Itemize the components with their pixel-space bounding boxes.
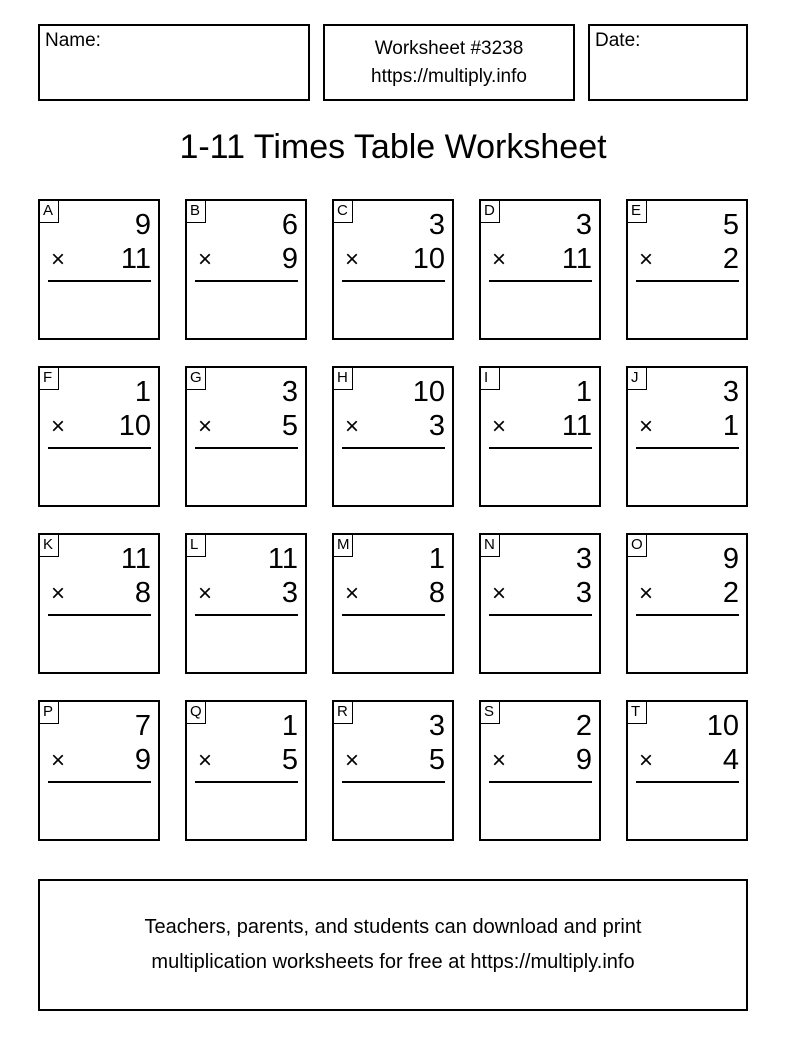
multiply-sign: × bbox=[198, 580, 213, 607]
footer-line-1: Teachers, parents, and students can download and print bbox=[144, 916, 642, 938]
name-field-box bbox=[38, 24, 310, 101]
multiplicand: 10 bbox=[412, 376, 445, 408]
problem-letter: M bbox=[333, 534, 353, 557]
multiplier: 2 bbox=[722, 243, 739, 275]
multiplicand: 7 bbox=[134, 710, 151, 742]
problem-letter: J bbox=[627, 367, 647, 390]
multiplicand: 11 bbox=[267, 543, 298, 575]
problem-letter: A bbox=[39, 200, 59, 223]
problem-card bbox=[479, 700, 601, 841]
multiply-sign: × bbox=[198, 413, 213, 440]
multiply-sign: × bbox=[639, 413, 654, 440]
problem-letter: R bbox=[333, 701, 353, 724]
problem-card bbox=[185, 533, 307, 674]
multiplier: 1 bbox=[722, 410, 739, 442]
multiplier: 2 bbox=[722, 577, 739, 609]
answer-line bbox=[489, 614, 592, 616]
problem-card bbox=[38, 199, 160, 340]
problem-card bbox=[479, 366, 601, 507]
multiplier: 3 bbox=[428, 410, 445, 442]
multiplier: 10 bbox=[412, 243, 445, 275]
multiplier: 10 bbox=[118, 410, 151, 442]
problem-card bbox=[479, 199, 601, 340]
problem-letter: E bbox=[627, 200, 647, 223]
answer-line bbox=[342, 280, 445, 282]
multiply-sign: × bbox=[492, 580, 507, 607]
multiplicand: 3 bbox=[575, 543, 592, 575]
multiply-sign: × bbox=[345, 413, 360, 440]
multiplicand: 5 bbox=[722, 209, 739, 241]
multiplicand: 1 bbox=[428, 543, 445, 575]
worksheet-info-box bbox=[323, 24, 575, 101]
multiplicand: 3 bbox=[428, 209, 445, 241]
problem-letter: Q bbox=[186, 701, 206, 724]
problem-card bbox=[185, 199, 307, 340]
multiplicand: 1 bbox=[575, 376, 592, 408]
problem-letter: T bbox=[627, 701, 647, 724]
multiplier: 5 bbox=[428, 744, 445, 776]
problem-letter: S bbox=[480, 701, 500, 724]
answer-line bbox=[342, 781, 445, 783]
multiplier: 8 bbox=[428, 577, 445, 609]
problem-letter: N bbox=[480, 534, 500, 557]
multiplicand: 10 bbox=[706, 710, 739, 742]
multiply-sign: × bbox=[492, 246, 507, 273]
answer-line bbox=[195, 280, 298, 282]
answer-line bbox=[489, 781, 592, 783]
problem-letter: D bbox=[480, 200, 500, 223]
multiply-sign: × bbox=[198, 747, 213, 774]
problem-letter: P bbox=[39, 701, 59, 724]
problem-card bbox=[38, 366, 160, 507]
problem-letter: G bbox=[186, 367, 206, 390]
multiply-sign: × bbox=[198, 246, 213, 273]
footer-line-2: multiplication worksheets for free at https://multiply.info bbox=[151, 951, 635, 973]
answer-line bbox=[342, 447, 445, 449]
problem-letter: C bbox=[333, 200, 353, 223]
problem-letter: O bbox=[627, 534, 647, 557]
multiply-sign: × bbox=[51, 747, 66, 774]
problem-card bbox=[332, 366, 454, 507]
problem-card bbox=[626, 533, 748, 674]
problem-letter: L bbox=[186, 534, 206, 557]
problem-card bbox=[626, 700, 748, 841]
multiply-sign: × bbox=[345, 246, 360, 273]
problem-card bbox=[185, 700, 307, 841]
date-field-box bbox=[588, 24, 748, 101]
problem-card bbox=[38, 700, 160, 841]
answer-line bbox=[636, 781, 739, 783]
multiplier: 4 bbox=[722, 744, 739, 776]
problem-card bbox=[479, 533, 601, 674]
date-label: Date: bbox=[595, 30, 641, 51]
answer-line bbox=[342, 614, 445, 616]
page-title: 1-11 Times Table Worksheet bbox=[179, 128, 607, 166]
problem-letter: I bbox=[480, 367, 500, 390]
multiplicand: 3 bbox=[281, 376, 298, 408]
multiplier: 3 bbox=[575, 577, 592, 609]
problem-card bbox=[38, 533, 160, 674]
multiplier: 11 bbox=[120, 243, 151, 275]
multiplicand: 3 bbox=[722, 376, 739, 408]
multiply-sign: × bbox=[51, 246, 66, 273]
multiplier: 11 bbox=[561, 410, 592, 442]
multiplicand: 6 bbox=[281, 209, 298, 241]
answer-line bbox=[195, 614, 298, 616]
footer-box bbox=[38, 879, 748, 1011]
multiplicand: 9 bbox=[134, 209, 151, 241]
multiply-sign: × bbox=[51, 413, 66, 440]
answer-line bbox=[636, 614, 739, 616]
worksheet-number: Worksheet #3238 bbox=[374, 38, 524, 59]
multiplier: 9 bbox=[134, 744, 151, 776]
answer-line bbox=[195, 781, 298, 783]
answer-line bbox=[48, 447, 151, 449]
multiplicand: 11 bbox=[120, 543, 151, 575]
problem-letter: F bbox=[39, 367, 59, 390]
multiply-sign: × bbox=[639, 246, 654, 273]
multiplier: 11 bbox=[561, 243, 592, 275]
multiply-sign: × bbox=[639, 580, 654, 607]
answer-line bbox=[636, 280, 739, 282]
problem-card bbox=[626, 199, 748, 340]
multiplier: 3 bbox=[281, 577, 298, 609]
multiply-sign: × bbox=[492, 413, 507, 440]
problem-card bbox=[332, 533, 454, 674]
worksheet-url: https://multiply.info bbox=[371, 66, 527, 87]
answer-line bbox=[48, 280, 151, 282]
answer-line bbox=[48, 614, 151, 616]
problem-card bbox=[332, 199, 454, 340]
answer-line bbox=[48, 781, 151, 783]
multiplicand: 3 bbox=[428, 710, 445, 742]
answer-line bbox=[489, 447, 592, 449]
answer-line bbox=[489, 280, 592, 282]
multiplier: 9 bbox=[575, 744, 592, 776]
multiplicand: 1 bbox=[281, 710, 298, 742]
multiply-sign: × bbox=[345, 580, 360, 607]
problem-letter: B bbox=[186, 200, 206, 223]
answer-line bbox=[195, 447, 298, 449]
multiply-sign: × bbox=[639, 747, 654, 774]
name-label: Name: bbox=[45, 30, 101, 51]
problem-card bbox=[626, 366, 748, 507]
multiplier: 5 bbox=[281, 744, 298, 776]
multiplicand: 3 bbox=[575, 209, 592, 241]
multiplier: 8 bbox=[134, 577, 151, 609]
multiplicand: 1 bbox=[134, 376, 151, 408]
problem-letter: H bbox=[333, 367, 353, 390]
multiplicand: 2 bbox=[575, 710, 592, 742]
multiplicand: 9 bbox=[722, 543, 739, 575]
answer-line bbox=[636, 447, 739, 449]
multiply-sign: × bbox=[345, 747, 360, 774]
multiply-sign: × bbox=[492, 747, 507, 774]
problem-card bbox=[332, 700, 454, 841]
problem-card bbox=[185, 366, 307, 507]
multiply-sign: × bbox=[51, 580, 66, 607]
problem-letter: K bbox=[39, 534, 59, 557]
multiplier: 5 bbox=[281, 410, 298, 442]
multiplier: 9 bbox=[281, 243, 298, 275]
